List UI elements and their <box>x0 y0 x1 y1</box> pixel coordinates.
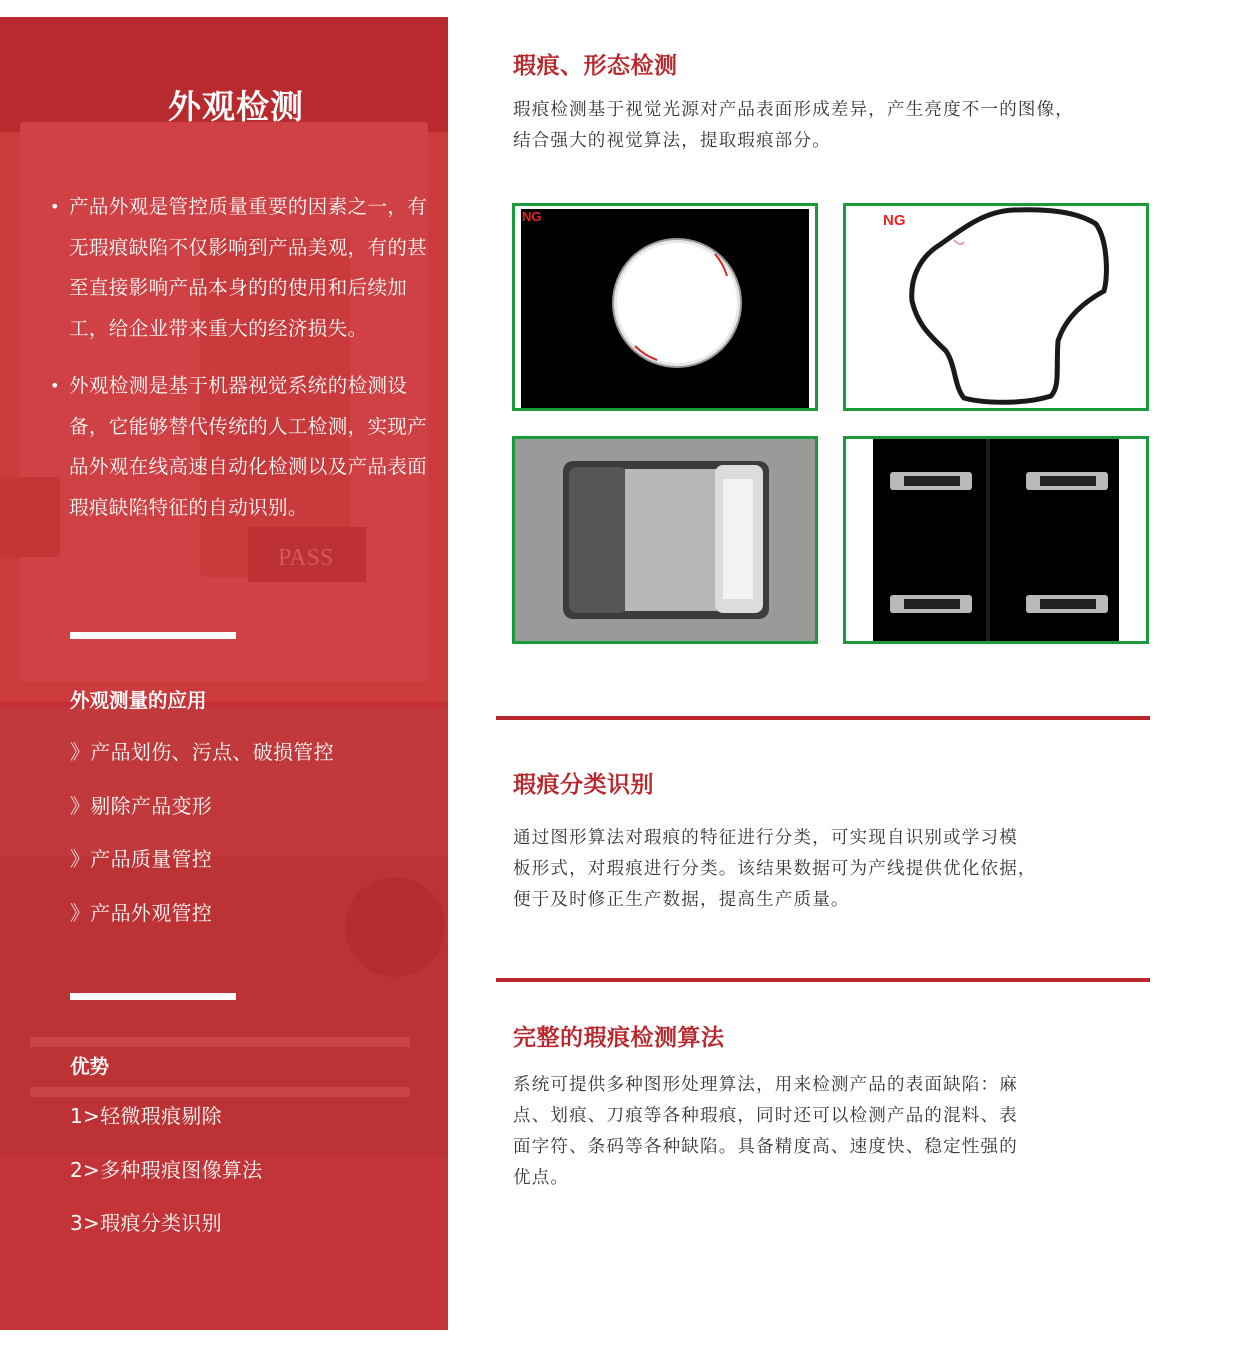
sample-image-ring <box>843 203 1149 411</box>
red-divider-2 <box>496 978 1150 982</box>
left-panel <box>0 17 448 1330</box>
red-divider-1 <box>496 716 1150 720</box>
advantage-item: 2>多种瑕痕图像算法 <box>70 1157 263 1182</box>
sample-image-connectors <box>843 436 1149 644</box>
ring-defect-image <box>846 206 1146 408</box>
sample-image-chip <box>512 436 818 644</box>
connector-defect-image <box>846 439 1146 641</box>
section-title-classification: 瑕痕分类识别 <box>513 772 654 798</box>
sample-image-circle <box>512 203 818 411</box>
intro-bullets <box>50 187 440 545</box>
advantages-heading: 优势 <box>70 1055 110 1078</box>
bullet-item-1: • 产品外观是管控质量重要的因素之一，有无瑕痕缺陷不仅影响到产品美观，有的甚至直接影响产品本身的的使用和后续加工，给企业带来重大的经济损失。 <box>50 187 440 349</box>
section-title-defect-shape: 瑕痕、形态检测 <box>513 53 678 79</box>
applications-heading: 外观测量的应用 <box>70 689 207 712</box>
section-text-classification: 通过图形算法对瑕痕的特征进行分类，可实现自识别或学习模 板形式，对瑕痕进行分类。该结果数据可为产线提供优化依据， 便于及时修正生产数据，提高生产质量。 <box>513 828 1037 910</box>
white-divider-1 <box>70 632 236 639</box>
advantages-list <box>70 1101 262 1262</box>
bullet-item-2: • 外观检测是基于机器视觉系统的检测设备，它能够替代传统的人工检测，实现产品外观在线高速自动化检测以及产品表面瑕痕缺陷特征的自动识别。 <box>50 366 440 528</box>
chip-surface-image <box>515 439 815 641</box>
page-title: 外观检测 <box>168 87 304 126</box>
section-text-defect-shape: 瑕痕检测基于视觉光源对产品表面形成差异，产生亮度不一的图像， 结合强大的视觉算法，提取瑕痕部分。 <box>513 100 1074 151</box>
advantage-item: 3>瑕痕分类识别 <box>70 1211 222 1235</box>
ng-label: NG <box>522 209 542 224</box>
application-item: 》产品外观管控 <box>70 900 213 925</box>
application-item: 》产品质量管控 <box>70 847 213 871</box>
application-item: 》剔除产品变形 <box>70 793 213 818</box>
ng-label: NG <box>883 212 906 229</box>
section-title-algorithms: 完整的瑕痕检测算法 <box>513 1025 725 1051</box>
advantage-item: 1>轻微瑕痕剔除 <box>70 1104 222 1128</box>
white-divider-2 <box>70 993 236 1000</box>
pass-watermark: PASS <box>278 545 334 571</box>
applications-list <box>70 737 334 951</box>
application-item: 》产品划伤、污点、破损管控 <box>70 740 334 764</box>
circle-defect-image <box>515 206 815 408</box>
section-text-algorithms: 系统可提供多种图形处理算法，用来检测产品的表面缺陷：麻 点、划痕、刀痕等各种瑕痕，同时还可以检测产品的混料、表 面字符、条码等各种缺陷。具备精度高、速度快、稳定性强的 优点。 <box>513 1075 1018 1188</box>
